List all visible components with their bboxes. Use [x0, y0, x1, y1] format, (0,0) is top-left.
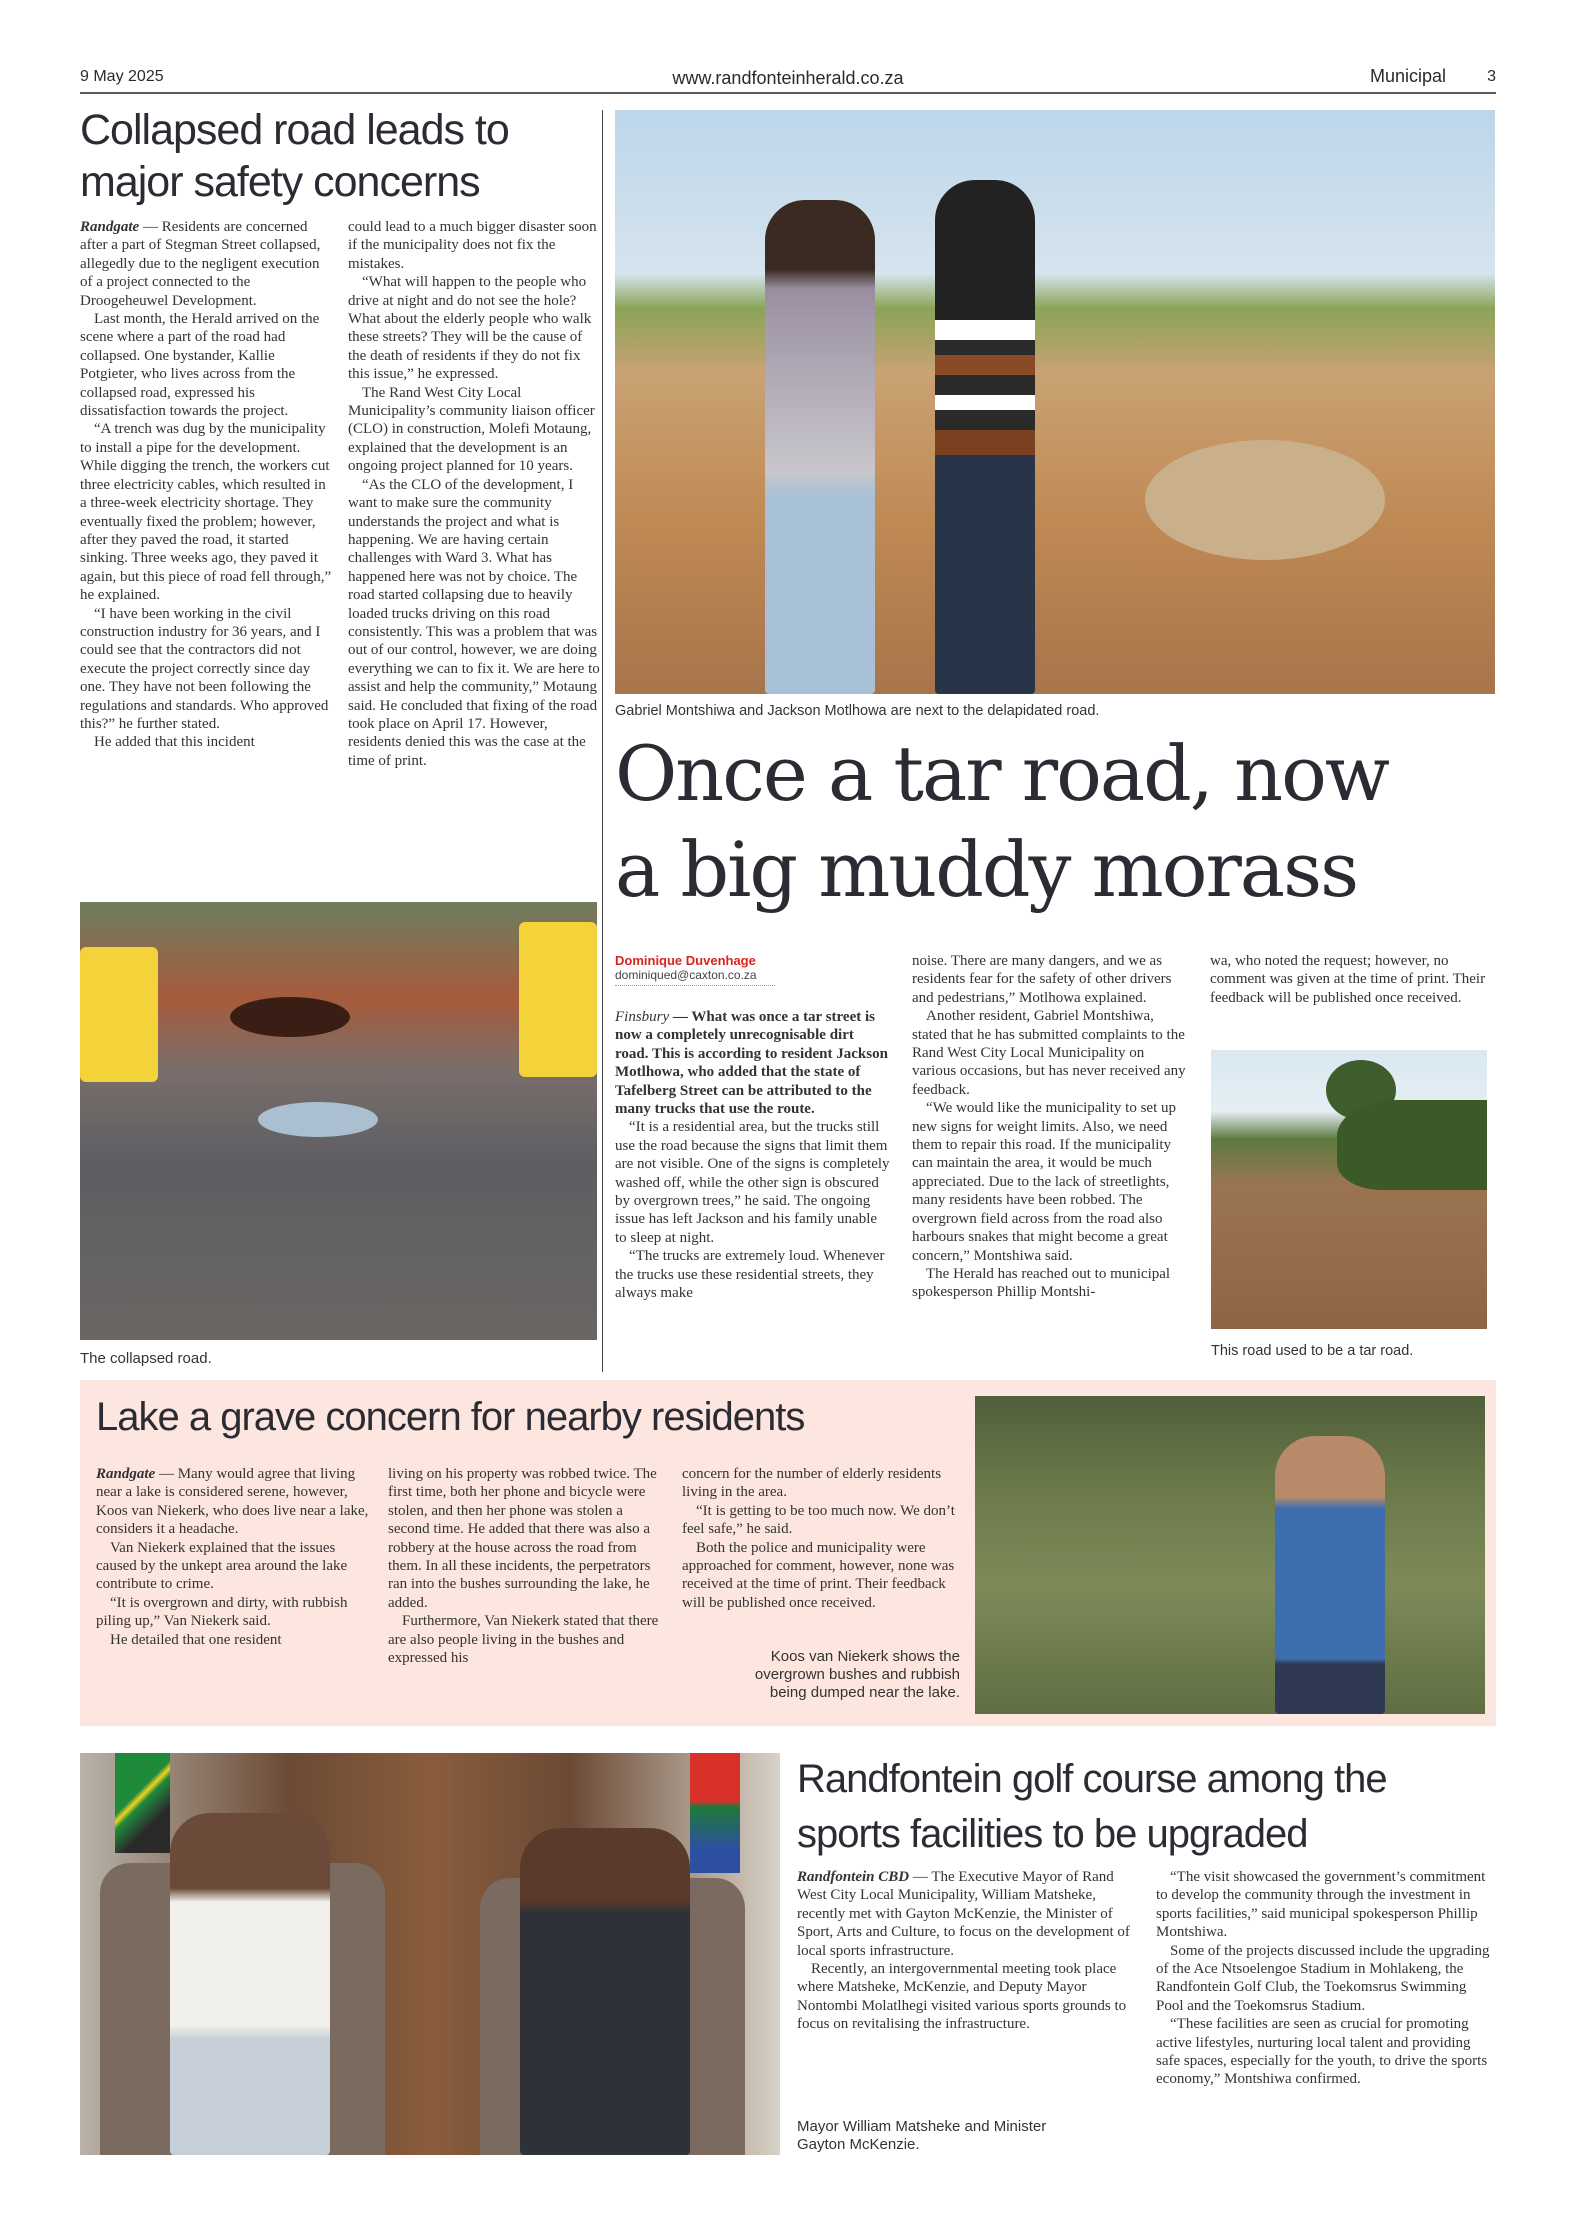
- side-photo-caption: This road used to be a tar road.: [1211, 1343, 1414, 1359]
- dateline: Randgate: [80, 219, 140, 235]
- article-lake-box: [80, 1380, 1496, 1726]
- lead-paragraph: — What was once a tar street is now a completely unrecognisable dirt road. This is according to resident Jackson Motlhowa, who added that the state of Tafelberg Street can be attributed to the many trucks that use the route.: [615, 1009, 888, 1118]
- paragraph: Last month, the Herald arrived on the scene where a part of the road had collapsed. One bystander, Kallie Potgieter, who lives across from the collapsed road, expressed his dissatisfaction towards the project.: [80, 311, 320, 420]
- person: [1275, 1436, 1385, 1714]
- byline: [615, 953, 775, 986]
- headline-line-1: Randfontein golf course among the: [797, 1757, 1387, 1801]
- person-left: [170, 1813, 330, 2155]
- headline-line-2: a big muddy morass: [615, 825, 1358, 914]
- paragraph: “I have been working in the civil construction industry for 36 years, and I could see that the contractors did not execute the project correctly since day one. They have not been following the regulations and standards. Who approved this?” he further stated.: [80, 605, 329, 732]
- barrier-left: [80, 947, 158, 1082]
- article-column-2: [912, 952, 1192, 1302]
- paragraph: — The Executive Mayor of Rand West City Local Municipality, William Matsheke, recently met with Gayton McKenzie, the Minister of Sport, Arts and Culture, to focus on the development of local sports infrastructure.: [797, 1869, 1130, 1959]
- issue-date: 9 May 2025: [80, 68, 164, 85]
- main-photo-caption: Gabriel Montshiwa and Jackson Motlhowa are next to the delapidated road.: [615, 703, 1100, 719]
- paragraph: Recently, an intergovernmental meeting took place where Matsheke, McKenzie, and Deputy Mayor Nontombi Molatlhegi visited various sports grounds to focus on revitalising the infrastructure.: [797, 1961, 1127, 2033]
- puddle: [258, 1102, 378, 1137]
- article-column-3: [1210, 952, 1495, 1007]
- paragraph: concern for the number of elderly residents living in the area.: [682, 1466, 942, 1501]
- section-name: Municipal: [1369, 66, 1446, 86]
- paragraph: He detailed that one resident: [110, 1631, 282, 1648]
- paragraph: “A trench was dug by the municipality to install a pipe for the development. While digging the trench, the workers cut three electricity cables, which resulted in a three-week electricity shortage. They eventually fixed the problem; however, after they paved the road, it started sinking. Three weeks ago, they paved it again, but this piece of road fell through,” he explained.: [80, 421, 332, 604]
- photo-caption: The collapsed road.: [80, 1350, 212, 1367]
- dirt-road-photo: [1211, 1050, 1487, 1329]
- headline: Lake a grave concern for nearby residents: [96, 1395, 805, 1439]
- paragraph: “As the CLO of the development, I want to make sure the community understands the project and what is happening. We are having certain challenges with Ward 3. What has happened here was not by choice. The road started collapsing due to heavily loaded trucks driving on this road consistently. This was a problem that was out of our control, however, we are doing everything we can to fix it. We are here to assist and help the community,” Motaung said. He concluded that fixing of the road took place on April 17. However, residents denied this was the case at the time of print.: [348, 476, 600, 769]
- photo-caption: Mayor William Matsheke and Minister Gayton McKenzie.: [797, 2118, 1047, 2153]
- paragraph: “What will happen to the people who drive at night and do not see the hole? What about the elderly people who walk these streets? They will be the cause of the death of residents if they do not fix this issue,” he expressed.: [348, 274, 592, 383]
- paragraph: He added that this incident: [94, 734, 255, 751]
- headline: [615, 726, 1515, 918]
- article-column-2: [348, 218, 600, 770]
- paragraph: “We would like the municipality to set up new signs for weight limits. Also, we need them to repair this road. If the municipality can maintain the area, it would be much appreciated. Due to the lack of streetlights, many residents have been robbed. The overgrown field across from the road also harbours snakes that might become a great concern,” Montshiwa said.: [912, 1100, 1176, 1264]
- person-left: [765, 200, 875, 694]
- byline-name: Dominique Duvenhage: [615, 953, 756, 968]
- paragraph: The Rand West City Local Municipality’s community liaison officer (CLO) in construction, Molefi Motaung, explained that the development is an ongoing project planned for 10 years.: [348, 384, 595, 475]
- paragraph: The Herald has reached out to municipal spokesperson Phillip Montshi-: [912, 1265, 1171, 1301]
- headline: [80, 104, 600, 208]
- flag-left: [115, 1753, 170, 1853]
- paragraph: “It is getting to be too much now. We don’t feel safe,” he said.: [682, 1502, 955, 1538]
- paragraph: — Many would agree that living near a lake is considered serene, however, Koos van Niekerk, who does live near a lake, considers it a headache.: [96, 1466, 369, 1538]
- article-column-1: [797, 1868, 1139, 2034]
- puddle: [1145, 440, 1385, 560]
- paragraph: “The visit showcased the government’s commitment to develop the community through the investment in sports facilities,” said municipal spokesperson Phillip Montshiwa.: [1156, 1869, 1486, 1941]
- dateline: Randfontein CBD: [797, 1869, 910, 1885]
- sinkhole: [230, 997, 350, 1037]
- headline-line-2: sports facilities to be upgraded: [797, 1812, 1308, 1856]
- page-number: 3: [1487, 68, 1496, 85]
- barrier-right: [519, 922, 597, 1077]
- paragraph: Furthermore, Van Niekerk stated that there are also people living in the bushes and expressed his: [388, 1613, 659, 1667]
- headline-line-2: major safety concerns: [80, 158, 480, 206]
- bushes: [1337, 1100, 1487, 1190]
- paragraph: “These facilities are seen as crucial for promoting active lifestyles, nurturing local talent and providing safe spaces, especially for the youth, to drive the sports economy,” Montshiwa confirmed.: [1156, 2016, 1488, 2088]
- person-right: [520, 1828, 690, 2155]
- paragraph: Another resident, Gabriel Montshiwa, stated that he has submitted complaints to the Rand West City Local Municipality on various occasions, but has never received any feedback.: [912, 1008, 1186, 1098]
- collapsed-road-photo: [80, 902, 597, 1340]
- article-column-2: [1156, 1868, 1496, 2089]
- headline-line-1: Collapsed road leads to: [80, 106, 509, 154]
- site-url[interactable]: www.randfonteinherald.co.za: [672, 68, 904, 88]
- paragraph: Van Niekerk explained that the issues caused by the unkept area around the lake contribute to crime.: [96, 1539, 348, 1593]
- office-photo: [80, 1753, 780, 2155]
- paragraph: noise. There are many dangers, and we as residents fear for the safety of other drivers and pedestrians,” Motlhowa explained.: [912, 953, 1172, 1006]
- flag-right: [690, 1753, 740, 1873]
- article-column-1: [615, 1008, 890, 1303]
- paragraph: living on his property was robbed twice. The first time, both her phone and bicycle were stolen, and then her phone was stolen a second time. He added that there was also a robbery at the house across the road from them. In all these incidents, the perpetrators ran into the bushes surrounding the lake, he added.: [388, 1466, 657, 1611]
- article-column-3: [682, 1465, 967, 1612]
- article-column-1: [80, 218, 332, 752]
- paragraph: Some of the projects discussed include the upgrading of the Ace Ntsoelengoe Stadium in Mohlakeng, the Randfontein Golf Club, the Toekomsrus Swimming Pool and the Toekomsrus Stadium.: [1156, 1942, 1490, 2014]
- paragraph: “It is overgrown and dirty, with rubbish piling up,” Van Niekerk said.: [96, 1594, 348, 1630]
- paragraph: Both the police and municipality were approached for comment, however, none was received at the time of print. Their feedback will be published once received.: [682, 1539, 955, 1611]
- person-right: [935, 180, 1035, 694]
- article-column-2: [388, 1465, 668, 1667]
- byline-email[interactable]: dominiqued@caxton.co.za: [615, 968, 775, 986]
- headline-line-1: Once a tar road, now: [615, 729, 1388, 818]
- page-header: [80, 66, 1496, 94]
- dateline: Finsbury: [615, 1009, 670, 1025]
- column-divider: [602, 110, 603, 1372]
- lake-photo: [975, 1396, 1485, 1714]
- article-column-1: [96, 1465, 376, 1649]
- paragraph: — Residents are concerned after a part of Stegman Street collapsed, allegedly due to the negligent execution of a project connected to the Droogeheuwel Development.: [80, 219, 321, 309]
- photo-caption: Koos van Niekerk shows the overgrown bushes and rubbish being dumped near the lake.: [754, 1648, 960, 1701]
- dateline: Randgate: [96, 1466, 156, 1482]
- paragraph: “It is a residential area, but the trucks still use the road because the signs that limit them are not visible. One of the signs is completely washed off, while the other sign is obscured by overgrown trees,” he said. The ongoing issue has left Jackson and his family unable to sleep at night.: [615, 1119, 890, 1246]
- paragraph: wa, who noted the request; however, no comment was given at the time of print. Their feedback will be published once received.: [1210, 953, 1486, 1006]
- headline: [797, 1752, 1517, 1862]
- paragraph: could lead to a much bigger disaster soon if the municipality does not fix the mistakes.: [348, 219, 597, 272]
- paragraph: “The trucks are extremely loud. Whenever the trucks use these residential streets, they always make: [615, 1248, 885, 1302]
- main-photo: [615, 110, 1495, 694]
